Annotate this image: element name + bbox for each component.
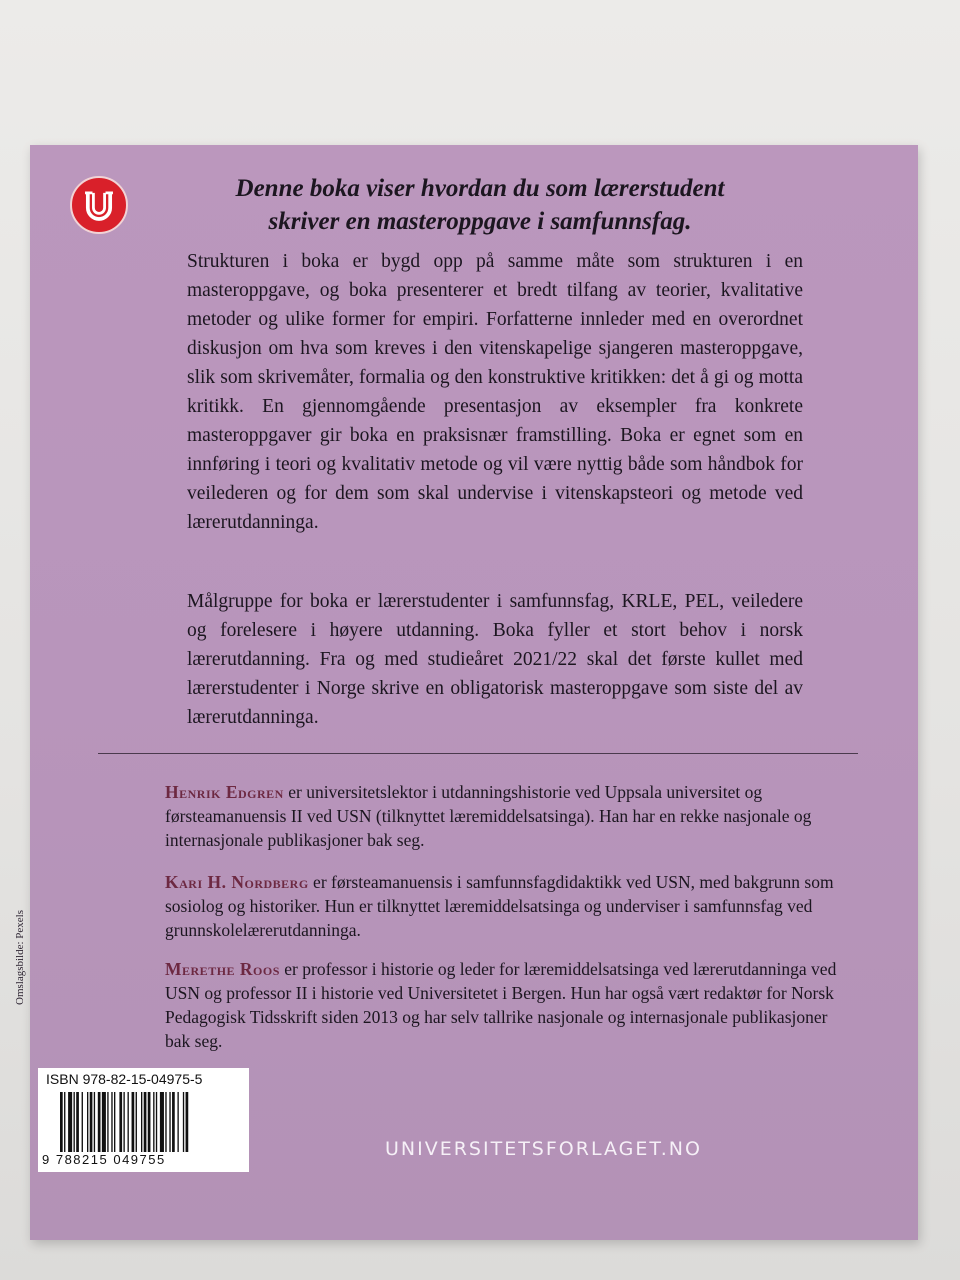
book-back-cover [14,145,918,1240]
author-bio [165,780,855,852]
author-bio-text: er professor i historie og leder for læremiddelsatsinga ved lærerutdanninga ved USN og professor II i historie ved Universitetet i Bergen. Hun har også vært redaktør for Norsk Pedagogisk Tidsskrift siden 2013 og har selv tallrike nasjonale og internasjonale publikasjoner bak seg. [165,959,837,1051]
tagline-line-2: skriver en masteroppgave i samfunnsfag. [268,208,692,235]
barcode-panel [38,1068,249,1172]
barcode-icon [60,1092,240,1152]
author-bio-text: er førsteamanuensis i samfunnsfagdidaktikk ved USN, med bakgrunn som sosiolog og historiker. Hun er tilknyttet læremiddelsatsinga og underviser i samfunnsfag ved grunnskolelærerutdanninga. [165,872,834,940]
u-logo-icon [70,176,128,234]
photo-credit: Omslagsbilde: Pexels [14,909,26,1005]
tagline-line-1: Denne boka viser hvordan du som lærerstudent [235,175,725,202]
author-bio [165,957,855,1053]
tagline [190,172,770,238]
isbn-label: ISBN 978-82-15-04975-5 [46,1071,203,1087]
author-bio-text: er universitetslektor i utdanningshistorie ved Uppsala universitet og førsteamanuensis II ved USN (tilknyttet læremiddelsatsinga). Han har en rekke nasjonale og internasjonale publikasjoner bak seg. [165,782,812,850]
barcode-number: 9 788215 049755 [42,1152,166,1167]
author-name: Kari H. Nordberg [165,872,309,892]
author-name: Henrik Edgren [165,782,284,802]
audience-paragraph: Målgruppe for boka er lærerstudenter i samfunnsfag, KRLE, PEL, veiledere og forelesere i høyere utdanning. Boka fyller et stort behov i norsk lærerutdanning. Fra og med studieåret 2021/22 skal det første kullet med lærerstudenter i Norge skrive en obligatorisk masteroppgave som siste del av lærerutdanninga. [187,591,803,728]
author-name: Merethe Roos [165,959,280,979]
author-bio [165,870,855,942]
divider [98,753,858,754]
description-paragraph: Strukturen i boka er bygd opp på samme måte som strukturen i en masteroppgave, og boka presenterer et bredt tilfang av teorier, kvalitative metoder og ulike former for empiri. Forfatterne innleder med en overordnet diskusjon om hva som kreves i den vitenskapelige sjangeren masteroppgave, slik som skrivemåter, formalia og den konstruktive kritikken: det å gi og motta kritikk. En gjennomgående presentasjon av eksempler fra konkrete masteroppgaver gir boka en praksisnær framstilling. Boka er egnet som en innføring i teori og kvalitativ metode og vil være nyttig både som håndbok for veilederen og for dem som skal undervise i vitenskapsteori og metode ved lærerutdanninga. [187,251,803,533]
publisher-website: UNIVERSITETSFORLAGET.NO [385,1138,702,1160]
